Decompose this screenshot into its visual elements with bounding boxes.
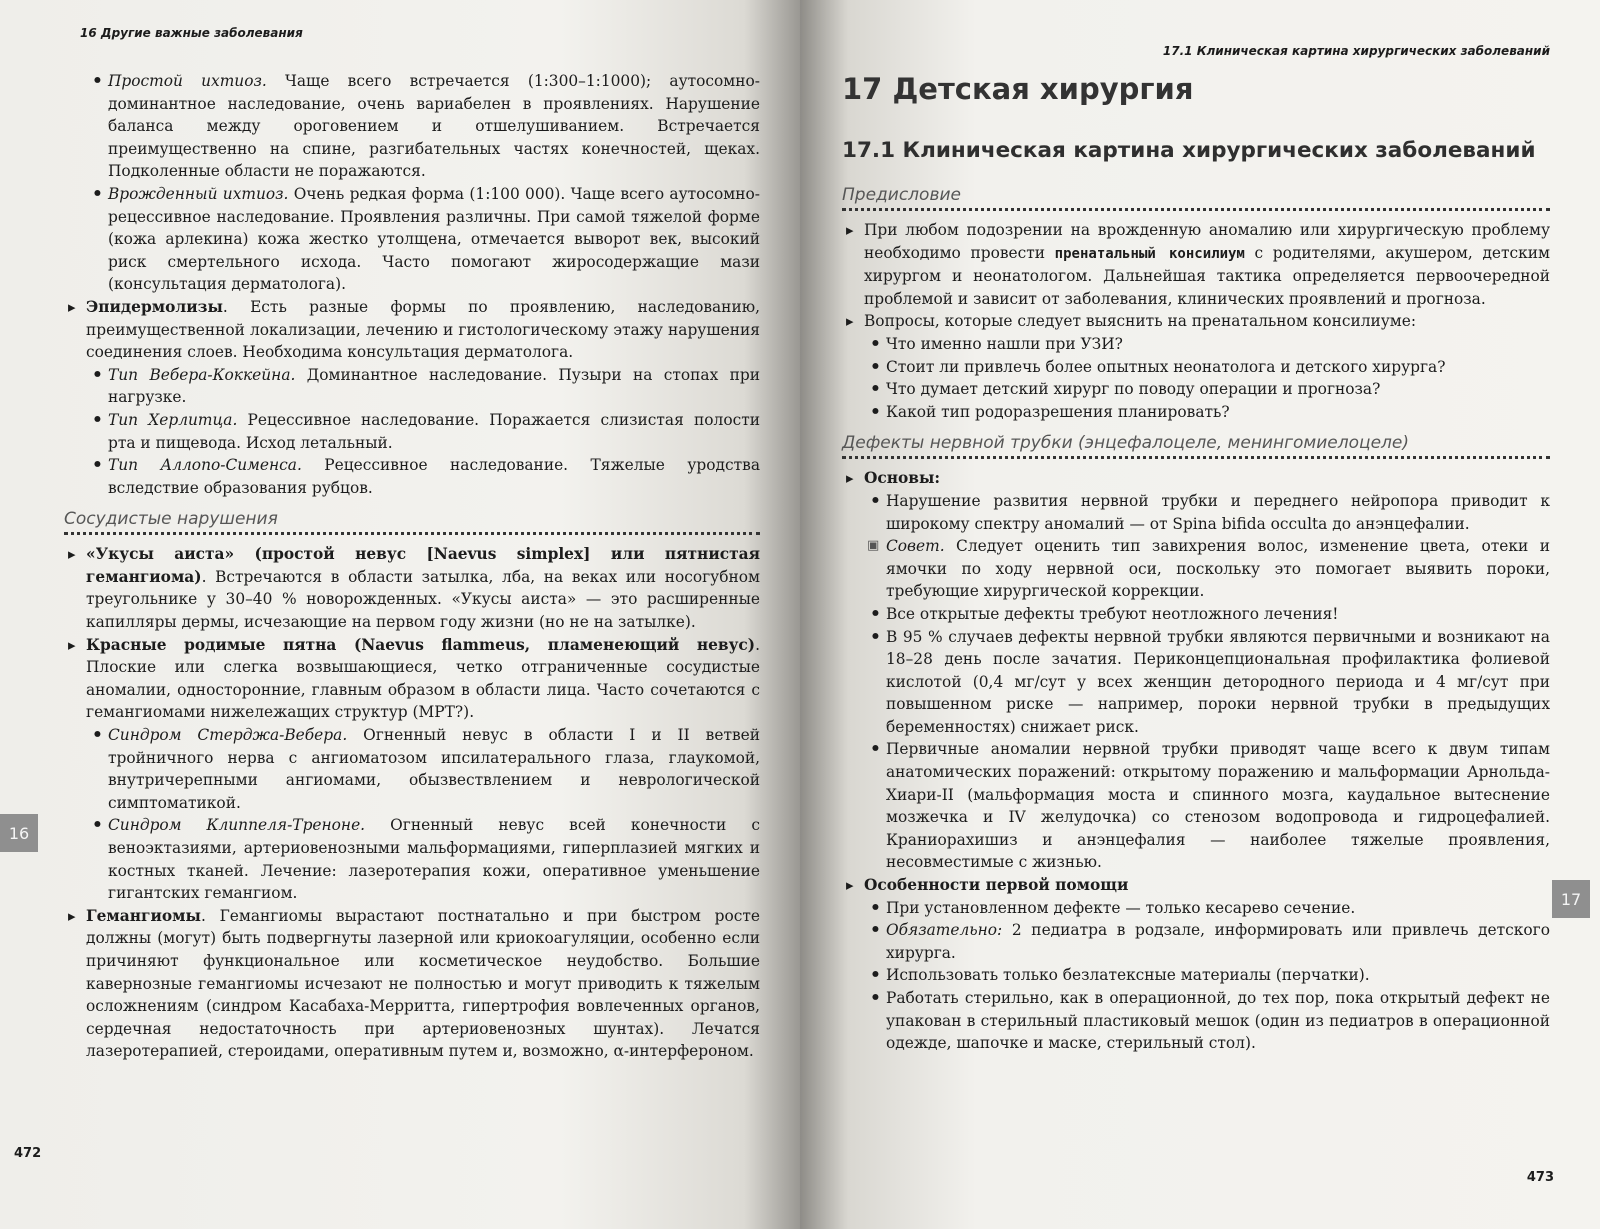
list-item-hemangiomas: ▸ Гемангиомы. Гемангиомы вырастают постнатально и при быстром росте должны (могут) быть подвергнуты лазерной или криокоагуляции, особенно если причиняют функциональное или косметическое неудобство. Большие кавернозные гемангиомы исчезают не полностью и могут приводить к тяжелым осложнениям (синдром Касабаха-Мерритта, гипертрофия вовлеченных органов, сердечная недостаточность при артериовенозных шунтах). Лечатся лазеротерапией, стероидами, оперативным путем и, возможно, α-интерфероном.	[64, 905, 760, 1063]
list-item-sturge-weber: • Синдром Стерджа-Вебера. Огненный невус в области I и II ветвей тройничного нерва с ангиоматозом ипсилатерального глаза, глаукомой, внутричерепными ангиомами, обызвествлением и неврологической симптоматикой.	[64, 724, 760, 814]
thumb-tab-right: 17	[1552, 880, 1590, 918]
list-item-basics: • Первичные аномалии нервной трубки приводят чаще всего к двум типам анатомических поражений: открытому поражению и мальформации Арнольда-Хиари-II (мальформация моста и спинного мозга, каудальное вытеснение мозжечка и IV желудочка) со стенозом водопровода и гидроцефалией. Краниорахишиз и анэнцефалия — наиболее тяжелые проявления, несовместимые с жизнью.	[842, 738, 1550, 874]
running-head-right: 17.1 Клиническая картина хирургических заболеваний	[1162, 44, 1550, 58]
list-item-simple-ichthyosis: • Простой ихтиоз. Чаще всего встречается (1:300–1:1000); аутосомно-доминантное наследование, очень вариабелен в проявлениях. Нарушение баланса между ороговением и отшелушиванием. Встречается преимущественно на спине, разгибательных частях конечностей, щеках. Подколенные области не поражаются.	[64, 70, 760, 183]
page-number-left: 472	[14, 1146, 42, 1161]
list-item-congenital-ichthyosis: • Врожденный ихтиоз. Очень редкая форма (1:100 000). Чаще всего аутосомно-рецессивное наследование. Проявления различны. При самой тяжелой форме (кожа арлекина) кожа жестко утолщена, отмечается выворот век, высокий риск смертельного исхода. Часто помогают жиросодержащие мази (консультация дерматолога).	[64, 183, 760, 296]
tip-note: ▣ Совет. Следует оценить тип завихрения волос, изменение цвета, отеки и ямочки по ходу нервной оси, поскольку это помогает выявить пороки, требующие хирургической коррекции.	[842, 535, 1550, 603]
subheading-vascular: Сосудистые нарушения	[64, 509, 760, 535]
list-item-preface-questions: ▸ Вопросы, которые следует выяснить на пренатальном консилиуме:	[842, 310, 1550, 333]
list-item-first-aid: • Обязательно: 2 педиатра в родзале, информировать или привлечь детского хирурга.	[842, 919, 1550, 964]
right-page	[800, 0, 1600, 1229]
list-item-question: • Что именно нашли при УЗИ?	[842, 333, 1550, 356]
list-item-preface-consilium: ▸ При любом подозрении на врожденную аномалию или хирургическую проблему необходимо провести пренатальный консилиум с родителями, акушером, детским хирургом и неонатологом. Дальнейшая тактика определяется первоочередной проблемой и зависит от заболевания, клинических проявлений и прогноза.	[842, 219, 1550, 310]
list-item-question: • Стоит ли привлечь более опытных неонатолога и детского хирурга?	[842, 356, 1550, 379]
list-item-port-wine-stains: ▸ Красные родимые пятна (Naevus flammeus, пламенеющий невус). Плоские или слегка возвышающиеся, четко отграниченные сосудистые аномалии, односторонние, главным образом в области лица. Часто сочетаются с гемангиомами нижележащих структур (МРТ?).	[64, 634, 760, 724]
list-item-first-aid: • Работать стерильно, как в операционной, до тех пор, пока открытый дефект не упакован в стерильный пластиковый мешок (один из педиатров в операционной одежде, шапочке и маске, стерильный стол).	[842, 987, 1550, 1055]
list-item-stork-bites: ▸ «Укусы аиста» (простой невус [Naevus simplex] или пятнистая гемангиома). Встречаются в области затылка, лба, на веках или носогубном треугольнике у 30–40 % новорожденных. «Укусы аиста» — это расширенные капилляры дермы, исчезающие на первом году жизни (но не на затылке).	[64, 543, 760, 633]
list-item-weber-cockayne: • Тип Вебера-Коккейна. Доминантное наследование. Пузыри на стопах при нагрузке.	[64, 364, 760, 409]
running-head-left: 16 Другие важные заболевания	[80, 26, 303, 40]
list-item-question: • Какой тип родоразрешения планировать?	[842, 401, 1550, 424]
list-heading-basics: ▸ Основы:	[842, 467, 1550, 490]
list-item-first-aid: • При установленном дефекте — только кесарево сечение.	[842, 897, 1550, 920]
page-number-right: 473	[1526, 1170, 1554, 1185]
list-item-basics: • Все открытые дефекты требуют неотложного лечения!	[842, 603, 1550, 626]
subheading-preface: Предисловие	[842, 185, 1550, 211]
list-item-question: • Что думает детский хирург по поводу операции и прогноза?	[842, 378, 1550, 401]
list-item-herlitz: • Тип Херлитца. Рецессивное наследование. Поражается слизистая полости рта и пищевода. Исход летальный.	[64, 409, 760, 454]
list-item-basics: • В 95 % случаев дефекты нервной трубки являются первичными и возникают на 18–28 день после зачатия. Периконцепциональная профилактика фолиевой кислотой (0,4 мг/сут у всех женщин детородного периода и 4 мг/сут при повышенном риске — например, пороки нервной трубки в предыдущих беременностях) снижает риск.	[842, 626, 1550, 739]
list-item-epidermolysis: ▸ Эпидермолизы. Есть разные формы по проявлению, наследованию, преимущественной локализации, лечению и гистологическому этажу нарушения соединения слоев. Необходима консультация дерматолога.	[64, 296, 760, 364]
list-item-klippel-trenaunay: • Синдром Клиппеля-Треноне. Огненный невус всей конечности с веноэктазиями, артериовенозными мальформациями, гиперплазией мягких и костных тканей. Лечение: лазеротерапия кожи, оперативное уменьшение гигантских гемангиом.	[64, 814, 760, 904]
chapter-title: 17 Детская хирургия	[842, 72, 1194, 106]
subheading-neural-tube: Дефекты нервной трубки (энцефалоцеле, менингомиелоцеле)	[842, 433, 1550, 459]
list-item-hallopeau-siemens: • Тип Аллопо-Сименса. Рецессивное наследование. Тяжелые уродства вследствие образования рубцов.	[64, 454, 760, 499]
section-title: 17.1 Клиническая картина хирургических заболеваний	[842, 138, 1536, 163]
thumb-tab-left: 16	[0, 814, 38, 852]
list-item-first-aid: • Использовать только безлатексные материалы (перчатки).	[842, 964, 1550, 987]
list-heading-first-aid: ▸ Особенности первой помощи	[842, 874, 1550, 897]
list-item-basics: • Нарушение развития нервной трубки и переднего нейропора приводит к широкому спектру аномалий — от Spina bifida occulta до анэнцефалии.	[842, 490, 1550, 535]
